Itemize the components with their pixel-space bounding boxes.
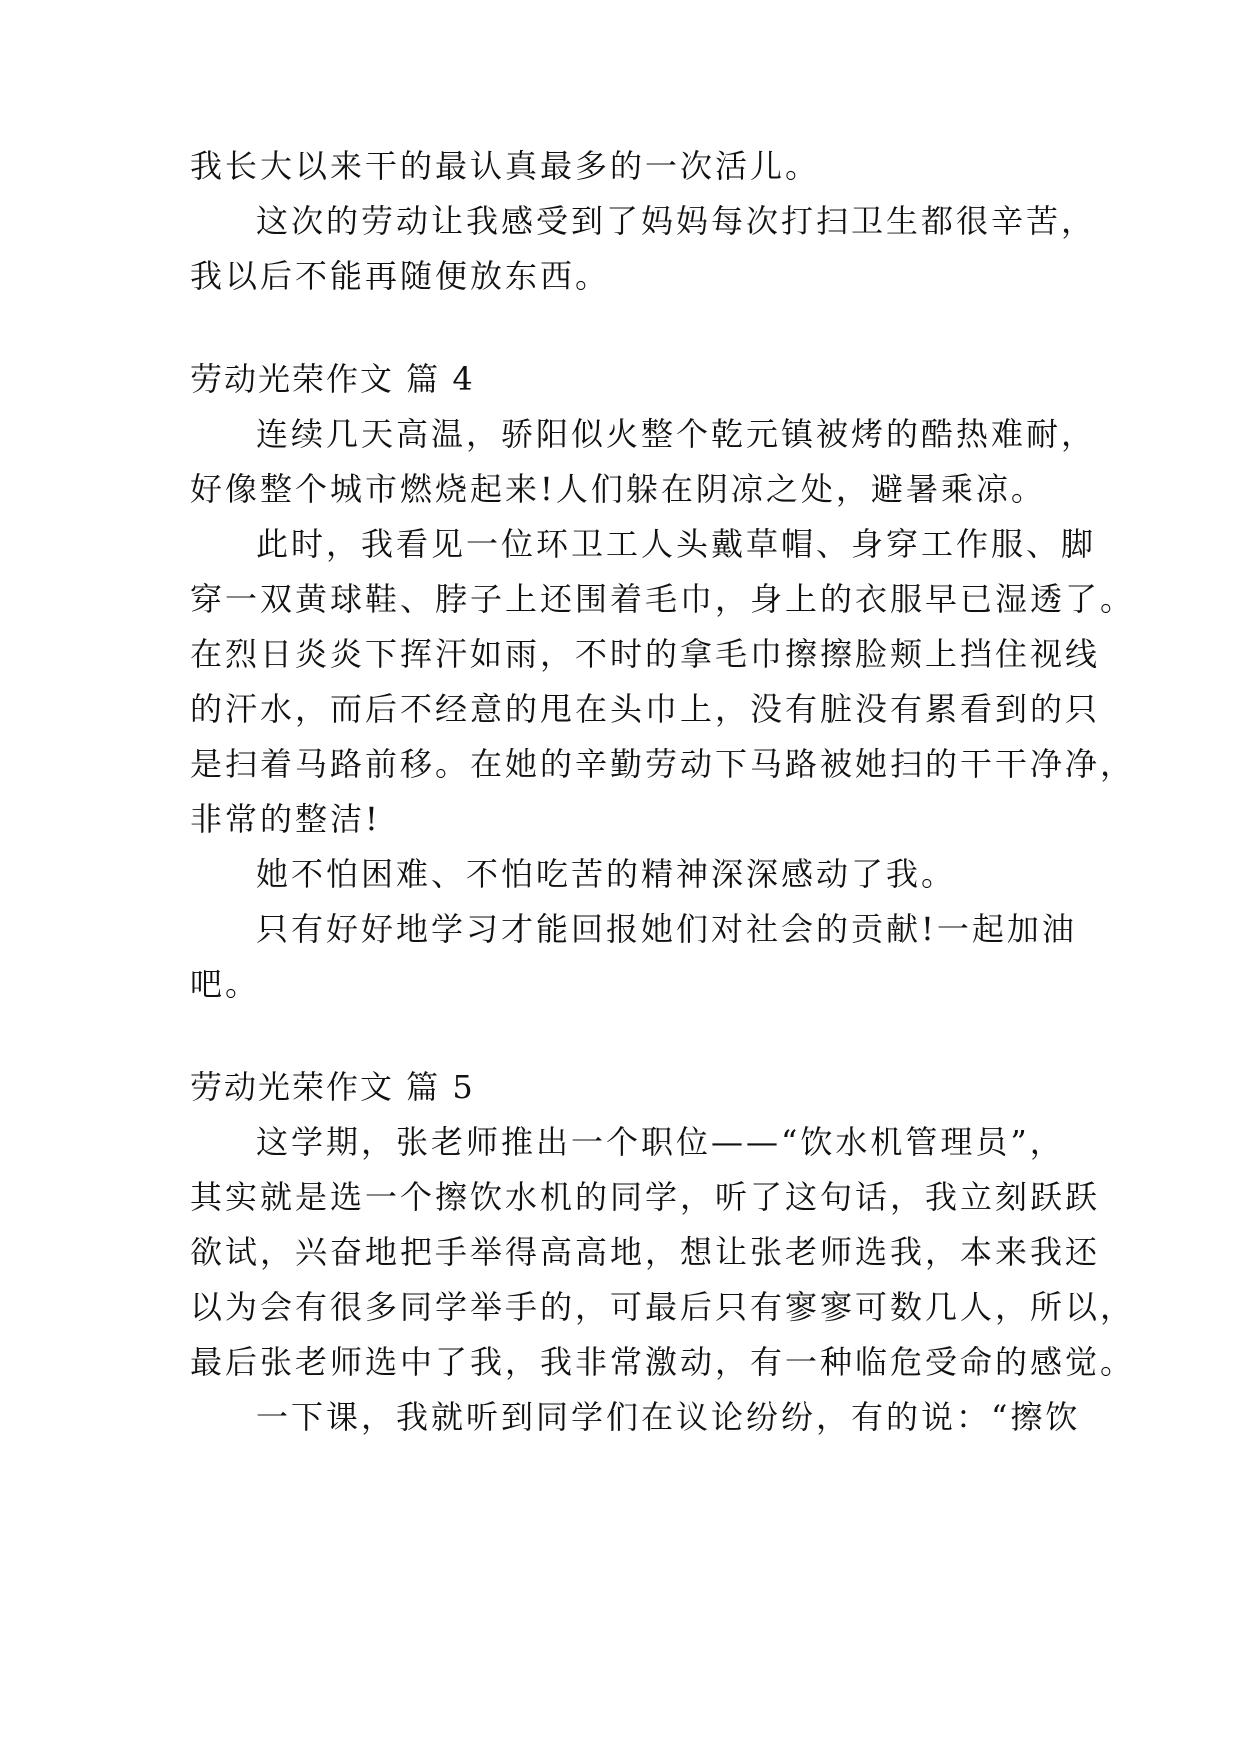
paragraph-line: 是扫着马路前移。在她的辛勤劳动下马路被她扫的干干净净， (190, 745, 1136, 783)
paragraph-line: 以为会有很多同学举手的，可最后只有寥寥可数几人，所以， (190, 1288, 1136, 1326)
paragraph-line: 我以后不能再随便放东西。 (190, 257, 611, 295)
paragraph-line: 好像整个城市燃烧起来!人们躲在阴凉之处，避暑乘凉。 (190, 470, 1046, 508)
paragraph-line: 一下课，我就听到同学们在议论纷纷，有的说：“擦饮 (256, 1398, 1081, 1436)
paragraph-line: 连续几天高温，骄阳似火整个乾元镇被烤的酷热难耐， (256, 415, 1097, 453)
section-heading: 劳动光荣作文 篇 4 (190, 360, 475, 398)
paragraph-line: 吧。 (190, 965, 261, 1003)
paragraph-line: 欲试，兴奋地把手举得高高地，想让张老师选我，本来我还 (190, 1233, 1101, 1271)
paragraph-line: 非常的整洁! (190, 800, 381, 838)
section-heading: 劳动光荣作文 篇 5 (190, 1068, 475, 1106)
paragraph-line: 在烈日炎炎下挥汗如雨，不时的拿毛巾擦擦脸颊上挡住视线 (190, 635, 1101, 673)
paragraph-line: 此时，我看见一位环卫工人头戴草帽、身穿工作服、脚 (256, 525, 1097, 563)
paragraph-line: 其实就是选一个擦饮水机的同学，听了这句话，我立刻跃跃 (190, 1178, 1101, 1216)
paragraph-line: 的汗水，而后不经意的甩在头巾上，没有脏没有累看到的只 (190, 690, 1101, 728)
paragraph-line: 最后张老师选中了我，我非常激动，有一种临危受命的感觉。 (190, 1343, 1136, 1381)
paragraph-line: 这学期，张老师推出一个职位——“饮水机管理员”， (256, 1123, 1065, 1161)
paragraph-line: 这次的劳动让我感受到了妈妈每次打扫卫生都很辛苦， (256, 202, 1097, 240)
paragraph-line: 只有好好地学习才能回报她们对社会的贡献!一起加油 (256, 910, 1077, 948)
paragraph-line: 穿一双黄球鞋、脖子上还围着毛巾，身上的衣服早已湿透了。 (190, 580, 1136, 618)
paragraph-line: 我长大以来干的最认真最多的一次活儿。 (190, 147, 821, 185)
paragraph-line: 她不怕困难、不怕吃苦的精神深深感动了我。 (256, 855, 957, 893)
